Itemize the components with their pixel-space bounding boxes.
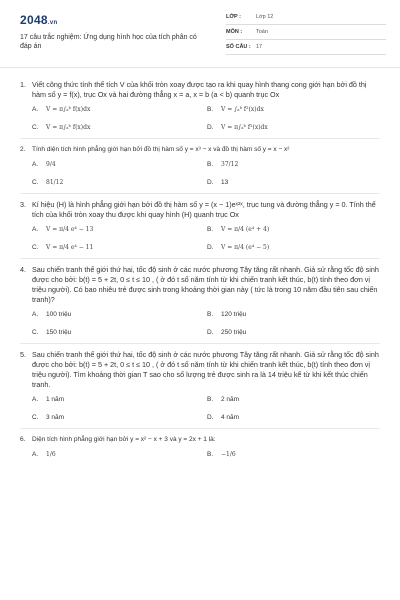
- divider: [20, 258, 380, 259]
- option-a[interactable]: A. 100 triệu: [32, 310, 72, 318]
- question-2: 2. Tính diện tích hình phẳng giới hạn bởi đồ thị hàm số y = x³ − x và đồ thị hàm số y = x − x² A. 9/4 B. 37/12 C. 81/12 D. 13: [20, 145, 380, 187]
- question-text: Tính diện tích hình phẳng giới hạn bởi đồ thị hàm số y = x³ − x và đồ thị hàm số y = x − x²: [32, 146, 290, 153]
- option-a[interactable]: A. 1 năm: [32, 395, 65, 403]
- option-c[interactable]: C. 81/12: [32, 178, 64, 186]
- question-6: 6. Diện tích hình phẳng giới hạn bởi y = x² − x + 3 và y = 2x + 1 là: A. 1/6 B. −1/6: [20, 435, 380, 459]
- option-d[interactable]: D. 13: [207, 178, 229, 186]
- question-3: 3. Kí hiệu (H) là hình phẳng giới hạn bởi đồ thị hàm số y = (x − 1)eˣ²ˣ, trục tung và đường thẳng y = 0. Tính thể tích của khối tròn xoay thu được khi quay hình (H) quanh trục Ox A. V = π/4 e⁴ − 13 B. V = π/4 (e⁴ + 4) C. V = π/4 e⁴ − 11 D. V = π/4 (e⁴ − 5): [20, 200, 380, 252]
- option-b[interactable]: B. −1/6: [207, 450, 236, 458]
- option-b[interactable]: B. 37/12: [207, 160, 239, 168]
- option-d[interactable]: D. 4 năm: [207, 413, 240, 421]
- option-b[interactable]: B. V = π/4 (e⁴ + 4): [207, 225, 270, 233]
- question-text: Sau chiến tranh thế giới thứ hai, tốc độ sinh ở các nước phương Tây tăng rất nhanh. Giả sử rằng tốc độ sinh được cho bởi: b(t) = 5 + 2t, 0 ≤ t ≤ 10 , ( ở đó t số năm tính từ khi chiến tranh kết thúc, b(t) tính theo đơn vị triệu người). Tìm khoảng thời gian T sao cho số lượng trẻ được sinh ra là 14 triệu kể từ khi kết thúc chiến tranh.: [32, 350, 379, 389]
- divider: [20, 193, 380, 194]
- option-b[interactable]: B. 2 năm: [207, 395, 240, 403]
- divider: [20, 138, 380, 139]
- question-text: Diện tích hình phẳng giới hạn bởi y = x² − x + 3 và y = 2x + 1 là:: [32, 436, 216, 443]
- question-1: 1. Viết công thức tính thể tích V của khối tròn xoay được tạo ra khi quay hình thang cong giới hạn bởi đồ thị hàm số y = f(x), trục Ox và hai đường thẳng x = a, x = b (a < b) quanh trục Ox A. V = π∫ₐᵇ f(x)dx B. V = ∫ₐᵇ f²(x)dx C. V = π∫ₐᵇ f(x)dx D. V = π∫ₐᵇ f²(x)dx: [20, 80, 380, 132]
- divider: [20, 428, 380, 429]
- option-c[interactable]: C. 150 triệu: [32, 328, 72, 336]
- option-c[interactable]: C. V = π∫ₐᵇ f(x)dx: [32, 123, 91, 131]
- option-d[interactable]: D. V = π∫ₐᵇ f²(x)dx: [207, 123, 268, 131]
- option-b[interactable]: B. 120 triệu: [207, 310, 247, 318]
- option-a[interactable]: A. 9/4: [32, 160, 56, 168]
- option-d[interactable]: D. V = π/4 (e⁴ − 5): [207, 243, 270, 251]
- question-text: Sau chiến tranh thế giới thứ hai, tốc độ sinh ở các nước phương Tây tăng rất nhanh. Giả sử rằng tốc độ sinh được cho bởi: b(t) = 5 + 2t, 0 ≤ t ≤ 10 , ( ở đó t số năm tính từ khi chiến tranh kết thúc, b(t) tính theo đơn vị triệu người). Có bao nhiêu trẻ được sinh trong khoảng thời gian này ( tức là trong 10 năm đầu tiên sau chiến tranh)?: [32, 265, 379, 304]
- option-d[interactable]: D. 250 triệu: [207, 328, 247, 336]
- question-list: [20, 80, 380, 459]
- option-a[interactable]: A. V = π∫ₐᵇ f(x)dx: [32, 105, 91, 113]
- divider: [20, 343, 380, 344]
- meta-class: LỚP : Lớp 12: [226, 10, 386, 25]
- document-title: 17 câu trắc nghiệm: Ứng dụng hình học của tích phân có đáp án: [20, 34, 197, 50]
- option-b[interactable]: B. V = ∫ₐᵇ f²(x)dx: [207, 105, 264, 113]
- page-header: [0, 0, 400, 62]
- option-a[interactable]: A. 1/6: [32, 450, 56, 458]
- option-c[interactable]: C. V = π/4 e⁴ − 11: [32, 243, 94, 251]
- document-meta: [226, 10, 386, 55]
- question-text: Viết công thức tính thể tích V của khối tròn xoay được tạo ra khi quay hình thang cong giới hạn bởi đồ thị hàm số y = f(x), trục Ox và hai đường thẳng x = a, x = b (a < b) quanh trục Ox: [32, 80, 367, 99]
- question-4: 4. Sau chiến tranh thế giới thứ hai, tốc độ sinh ở các nước phương Tây tăng rất nhanh. Giả sử rằng tốc độ sinh được cho bởi: b(t) = 5 + 2t, 0 ≤ t ≤ 10 , ( ở đó t số năm tính từ khi chiến tranh kết thúc, b(t) tính theo đơn vị triệu người). Có bao nhiêu trẻ được sinh trong khoảng thời gian này ( tức là trong 10 năm đầu tiên sau chiến tranh)? A. 100 triệu B. 120 triệu C. 150 triệu D. 250 triệu: [20, 265, 380, 337]
- question-text: Kí hiệu (H) là hình phẳng giới hạn bởi đồ thị hàm số y = (x − 1)eˣ²ˣ, trục tung và đường thẳng y = 0. Tính thể tích của khối tròn xoay thu được khi quay hình (H) quanh trục Ox: [32, 200, 376, 219]
- question-5: 5. Sau chiến tranh thế giới thứ hai, tốc độ sinh ở các nước phương Tây tăng rất nhanh. Giả sử rằng tốc độ sinh được cho bởi: b(t) = 5 + 2t, 0 ≤ t ≤ 10 , ( ở đó t số năm tính từ khi chiến tranh kết thúc, b(t) tính theo đơn vị triệu người). Tìm khoảng thời gian T sao cho số lượng trẻ được sinh ra là 14 triệu kể từ khi kết thúc chiến tranh. A. 1 năm B. 2 năm C. 3 năm D. 4 năm: [20, 350, 380, 422]
- header-divider: [0, 67, 400, 68]
- option-c[interactable]: C. 3 năm: [32, 413, 65, 421]
- meta-question-count: SỐ CÂU : 17: [226, 40, 386, 55]
- site-logo[interactable]: 2048.vn: [20, 13, 58, 27]
- meta-subject: MÔN : Toán: [226, 25, 386, 40]
- option-a[interactable]: A. V = π/4 e⁴ − 13: [32, 225, 94, 233]
